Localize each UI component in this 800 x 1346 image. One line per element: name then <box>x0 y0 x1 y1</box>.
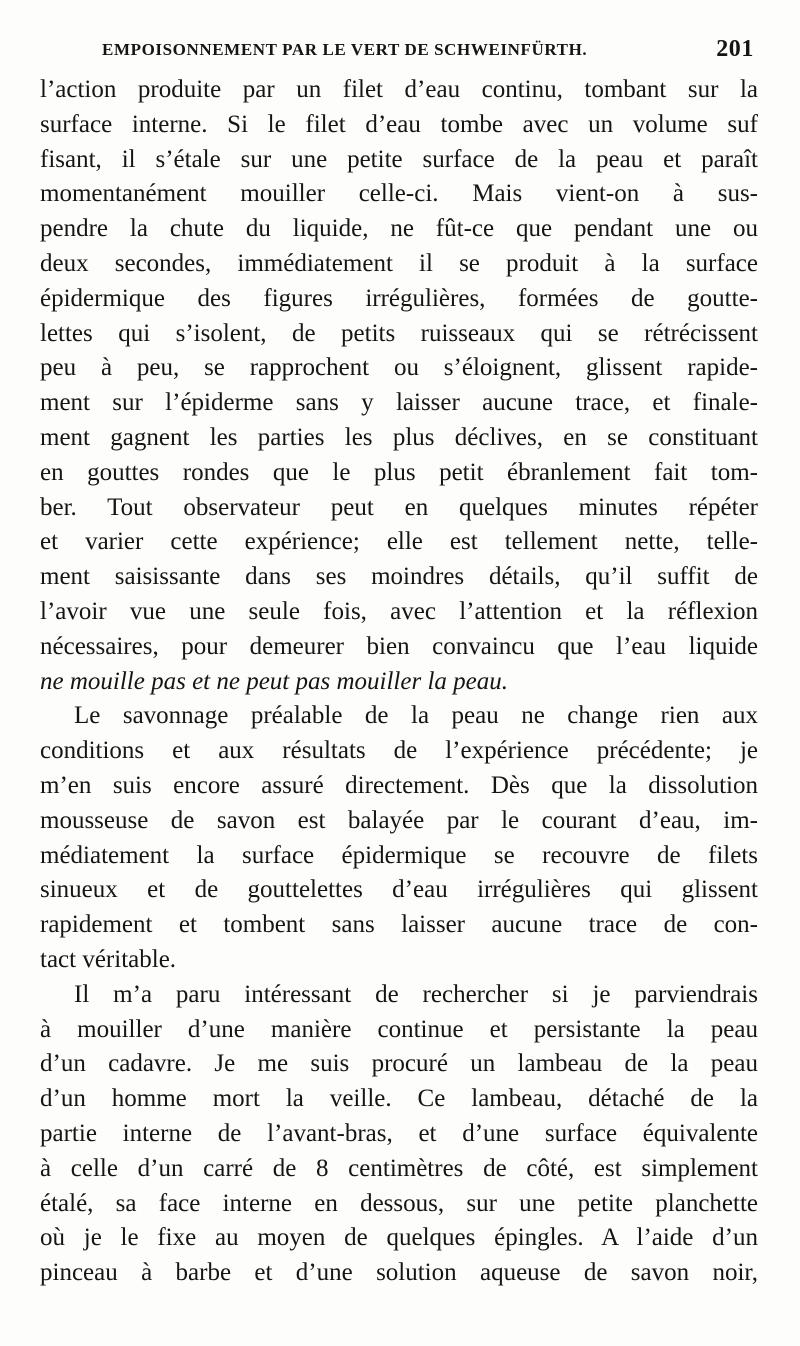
text-line: peu à peu, se rapprochent ou s’éloignent, glissent rapide- <box>40 354 758 382</box>
text-line: momentanément mouiller celle-ci. Mais vient-on à sus- <box>40 180 758 208</box>
text-line: à mouiller d’une manière continue et persistante la peau <box>40 1015 758 1043</box>
body-text <box>40 73 758 1291</box>
text-line: médiatement la surface épidermique se recouvre de filets <box>40 841 758 869</box>
text-line: surface interne. Si le filet d’eau tombe avec un volume suf <box>40 110 758 138</box>
text-line: ne mouille pas et ne peut pas mouiller la peau. <box>40 667 508 695</box>
text-line: partie interne de l’avant-bras, et d’une surface équivalente <box>40 1119 758 1147</box>
text-line: d’un cadavre. Je me suis procuré un lambeau de la peau <box>40 1050 758 1078</box>
text-line: ber. Tout observateur peut en quelques minutes répéter <box>40 493 758 521</box>
text-line: deux secondes, immédiatement il se produit à la surface <box>40 249 758 277</box>
text-line: ment saisissante dans ses moindres détails, qu’il suffit de <box>40 563 758 591</box>
running-head <box>40 36 754 66</box>
text-line: et varier cette expérience; elle est tellement nette, telle- <box>40 528 758 556</box>
text-line: m’en suis encore assuré directement. Dès que la dissolution <box>40 771 758 799</box>
text-line: Le savonnage préalable de la peau ne change rien aux <box>74 702 758 730</box>
text-line: nécessaires, pour demeurer bien convaincu que l’eau liquide <box>40 632 758 660</box>
text-line: mousseuse de savon est balayée par le courant d’eau, im- <box>40 806 758 834</box>
text-line: rapidement et tombent sans laisser aucune trace de con- <box>40 911 758 939</box>
text-line: lettes qui s’isolent, de petits ruisseaux qui se rétrécissent <box>40 319 758 347</box>
page-number: 201 <box>716 36 754 62</box>
text-line: l’avoir vue une seule fois, avec l’attention et la réflexion <box>40 597 758 625</box>
text-line: à celle d’un carré de 8 centimètres de côté, est simplement <box>40 1154 758 1182</box>
text-line: épidermique des figures irrégulières, formées de goutte- <box>40 284 758 312</box>
text-line: conditions et aux résultats de l’expérience précédente; je <box>40 737 758 765</box>
text-line: d’un homme mort la veille. Ce lambeau, détaché de la <box>40 1085 758 1113</box>
text-line: pendre la chute du liquide, ne fût-ce que pendant une ou <box>40 215 758 243</box>
text-line: où je le fixe au moyen de quelques épingles. A l’aide d’un <box>40 1224 758 1252</box>
text-line: sinueux et de gouttelettes d’eau irrégulières qui glissent <box>40 876 758 904</box>
text-line: ment gagnent les parties les plus déclives, en se constituant <box>40 423 758 451</box>
text-line: Il m’a paru intéressant de rechercher si je parviendrais <box>74 980 758 1008</box>
text-line: l’action produite par un filet d’eau continu, tombant sur la <box>40 76 758 103</box>
text-line: fisant, il s’étale sur une petite surface de la peau et paraît <box>40 145 758 173</box>
text-line: pinceau à barbe et d’une solution aqueuse de savon noir, <box>40 1259 758 1287</box>
running-title: EMPOISONNEMENT PAR LE VERT DE SCHWEINFÜRTH. <box>102 40 588 59</box>
text-line: étalé, sa face interne en dessous, sur une petite planchette <box>40 1189 758 1217</box>
text-line: en gouttes rondes que le plus petit ébranlement fait tom- <box>40 458 758 486</box>
text-line: ment sur l’épiderme sans y laisser aucune trace, et finale- <box>40 389 758 417</box>
text-line: tact véritable. <box>40 945 177 973</box>
